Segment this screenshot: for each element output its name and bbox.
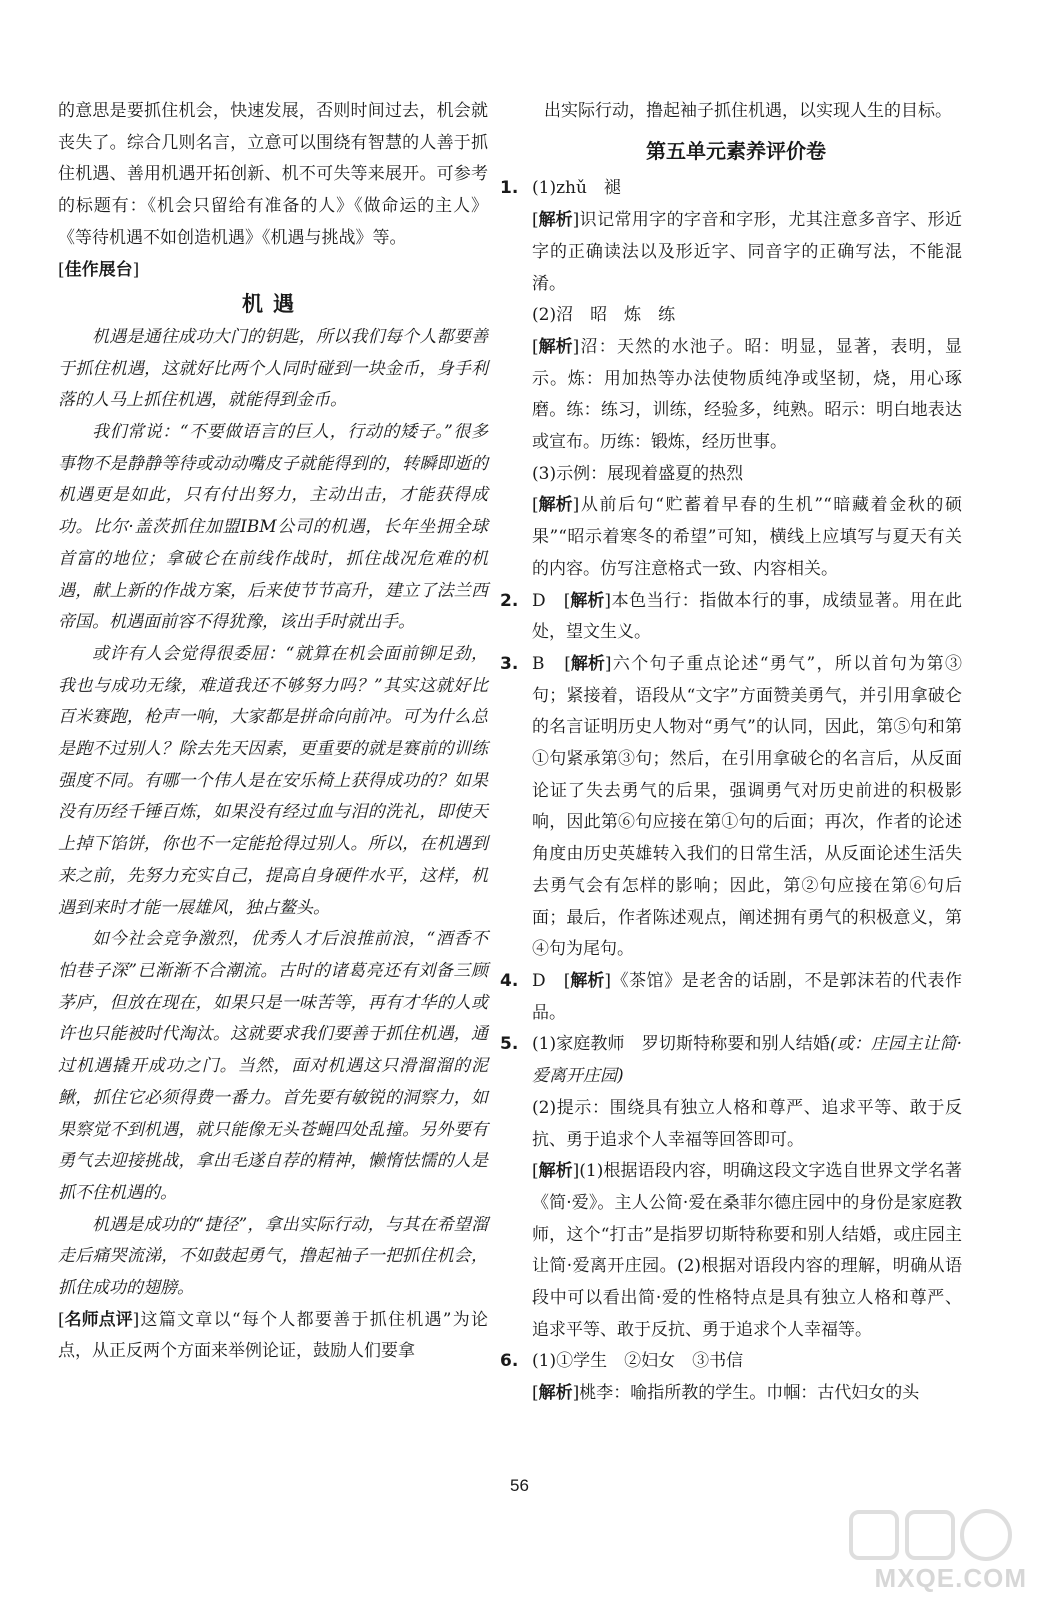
showcase-heading bbox=[58, 255, 488, 287]
question-1 bbox=[500, 173, 962, 585]
section-title: 第五单元素养评价卷 bbox=[646, 138, 826, 163]
analysis-text: 识记常用字的字音和字形，尤其注意多音字、形近字的正确读法以及形近字、同音字的正确写法，不能混淆。 bbox=[532, 210, 962, 294]
analysis-label: [ 解析 ] bbox=[564, 586, 611, 618]
analysis bbox=[532, 1378, 962, 1410]
analysis-text: 桃李：喻指所教的学生。巾帼：古代妇女的头 bbox=[579, 1383, 920, 1404]
showcase-label: [ 佳作展台 ] bbox=[58, 255, 139, 287]
right-column bbox=[500, 96, 963, 1410]
analysis bbox=[532, 490, 962, 585]
answer: D bbox=[532, 590, 546, 611]
analysis-label: [ 解析 ] bbox=[532, 1378, 579, 1410]
page-number: 56 bbox=[510, 1476, 529, 1495]
analysis-label: [ 解析 ] bbox=[564, 966, 611, 998]
question-number: 2. bbox=[500, 590, 519, 611]
answer-analysis bbox=[532, 649, 962, 966]
analysis-text: 沼：天然的水池子。昭：明显，显著，表明，显示。炼：用加热等办法使物质纯净或坚韧，烧，用心琢磨。练：练习，训练，经验多，纯熟。昭示：明白地表达或宣布。历练：锻炼，经历世事。 bbox=[532, 336, 962, 453]
answer: (3)示例：展现着盛夏的热烈 bbox=[532, 463, 744, 484]
left-column bbox=[58, 96, 488, 1368]
answer: (1)zhǔ 褪 bbox=[532, 178, 621, 199]
essay-paragraph: 我们常说：“不要做语言的巨人，行动的矮子。”很多事物不是静静等待或动动嘴皮子就能得到的，转瞬即逝的机遇更是如此，只有付出努力，主动出击，才能获得成功。比尔·盖茨抓住加盟IBM公司的机遇，长年坐拥全球首富的地位；拿破仑在前线作战时，抓住战况危难的机遇，献上新的作战方案，后来使节节高升，建立了法兰西帝国。机遇面前容不得犹豫，该出手时就出手。 bbox=[58, 422, 488, 633]
essay-paragraph: 机遇是通往成功大门的钥匙，所以我们每个人都要善于抓住机遇，这就好比两个人同时碰到一块金币，身手利落的人马上抓住机遇，就能得到金币。 bbox=[58, 326, 488, 411]
answer: (2)沼 昭 炼 练 bbox=[532, 305, 676, 326]
analysis-label: [ 解析 ] bbox=[532, 490, 579, 522]
answer-text: (1)家庭教师 罗切斯特称要和别人结婚 bbox=[532, 1034, 831, 1055]
question-2 bbox=[500, 586, 963, 649]
analysis-label: [ 解析 ] bbox=[532, 332, 579, 364]
question-number: 5. bbox=[500, 1034, 519, 1055]
analysis-text: 六个句子重点论述“勇气”，所以首句为第③句；紧接着，语段从“文字”方面赞美勇气，并引用拿破仑的名言证明历史人物对“勇气”的认同，因此，第⑤句和第①句紧承第③句；然后，在引用拿破仑的名言后，从反面论证了失去勇气的后果，强调勇气对历史前进的积极影响，因此第⑥句应接在第①句的后面；再次，作者的论述角度由历史英雄转入我们的日常生活，从反面论述生活失去勇气会有怎样的影响；因此，第②句应接在第⑥句后面；最后，作者陈述观点，阐述拥有勇气的积极意义，第④句为尾句。 bbox=[532, 653, 962, 960]
analysis bbox=[532, 332, 962, 459]
question-number: 3. bbox=[500, 653, 519, 674]
answer-analysis bbox=[532, 586, 962, 649]
essay-title: 机遇 bbox=[242, 291, 304, 317]
answer-analysis bbox=[532, 966, 962, 1029]
analysis-text: (1)根据语段内容，明确这段文字选自世界文学名著《简·爱》。主人公简·爱在桑菲尔德庄园中的身份是家庭教师，这个“打击”是指罗切斯特称要和别人结婚，或庄园主让简·爱离开庄园。(2)根据对语段内容的理解，明确从语段中可以看出简·爱的性格特点是具有独立人格和尊严、追求平等、敢于反抗、勇于追求个人幸福等。 bbox=[532, 1161, 962, 1340]
question-3 bbox=[500, 649, 962, 966]
essay-paragraph: 机遇是成功的“捷径”，拿出实际行动，与其在希望溜走后痛哭流涕，不如鼓起勇气，撸起袖子一把抓住机会，抓住成功的翅膀。 bbox=[58, 1214, 488, 1299]
intro-paragraph: 的意思是要抓住机会，快速发展，否则时间过去，机会就丧失了。综合几则名言，立意可以围绕有智慧的人善于抓住机遇、善用机遇开拓创新、机不可失等来展开。可参考的标题有：《机会只留给有准备的人》《做命运的主人》《等待机遇不如创造机遇》《机遇与挑战》等。 bbox=[58, 101, 488, 248]
watermark-text: MXQE.COM bbox=[874, 1563, 1027, 1593]
essay-paragraph: 或许有人会觉得很委屈：“就算在机会面前铆足劲，我也与成功无缘，难道我还不够努力吗？”其实这就好比百米赛跑，枪声一响，大家都是拼命向前冲。可为什么总是跑不过别人？除去先天因素，更重要的就是赛前的训练强度不同。有哪一个伟人是在安乐椅上获得成功的？如果没有历经千锤百炼，如果没有经过血与泪的洗礼，即使天上掉下馅饼，你也不一定能抢得过别人。所以，在机遇到来之前，先努力充实自己，提高自身硬件水平，这样，机遇到来时才能一展雄风，独占鳌头。 bbox=[58, 643, 488, 918]
question-6 bbox=[500, 1346, 962, 1409]
comment-label: [ 名师点评 ] bbox=[58, 1305, 139, 1337]
answer: B bbox=[532, 653, 545, 674]
question-number: 1. bbox=[500, 178, 519, 199]
analysis-label: [ 解析 ] bbox=[532, 205, 579, 237]
answer: (2)提示：围绕具有独立人格和尊严、追求平等、敢于反抗、勇于追求个人幸福等回答即可。 bbox=[532, 1097, 962, 1150]
answer: (1)①学生 ②妇女 ③书信 bbox=[532, 1351, 744, 1372]
watermark-logo bbox=[841, 1504, 1031, 1594]
question-number: 6. bbox=[500, 1351, 519, 1372]
answer-alt: (或：庄园主让简·爱离开庄园) bbox=[532, 1034, 962, 1087]
teacher-comment bbox=[58, 1305, 488, 1368]
analysis-text: 从前后句“贮蓄着早春的生机”“暗藏着金秋的硕果”“昭示着寒冬的希望”可知，横线上应填写与夏天有关的内容。仿写注意格式一致、内容相关。 bbox=[532, 495, 962, 579]
watermark-icon bbox=[841, 1504, 1031, 1564]
analysis bbox=[532, 205, 962, 300]
analysis-text: 《茶馆》是老舍的话剧，不是郭沫若的代表作品。 bbox=[532, 970, 963, 1023]
analysis-text: 本色当行：指做本行的事，成绩显著。用在此处，望文生义。 bbox=[532, 590, 963, 643]
analysis-label: [ 解析 ] bbox=[564, 649, 611, 681]
question-number: 4. bbox=[500, 970, 519, 991]
comment-continuation: 出实际行动，撸起袖子抓住机遇，以实现人生的目标。 bbox=[544, 101, 952, 121]
analysis-label: [ 解析 ] bbox=[532, 1156, 579, 1188]
answer bbox=[532, 1029, 962, 1092]
comment-text: 这篇文章以“每个人都要善于抓住机遇”为论点，从正反两个方面来举例论证，鼓励人们要拿 bbox=[58, 1309, 488, 1362]
analysis bbox=[532, 1156, 962, 1346]
essay-paragraph: 如今社会竞争激烈，优秀人才后浪推前浪，“酒香不怕巷子深”已渐渐不合潮流。古时的诸葛亮还有刘备三顾茅庐，但放在现在，如果只是一味苦等，再有才华的人或许也只能被时代淘汰。这就要求我们要善于抓住机遇，通过机遇撬开成功之门。当然，面对机遇这只滑溜溜的泥鳅，抓住它必须得费一番力。首先要有敏锐的洞察力，如果察觉不到机遇，就只能像无头苍蝇四处乱撞。另外要有勇气去迎接挑战，拿出毛遂自荐的精神，懒惰怯懦的人是抓不住机遇的。 bbox=[58, 929, 488, 1203]
question-5 bbox=[500, 1029, 962, 1346]
answer: D bbox=[532, 970, 546, 991]
question-4 bbox=[500, 966, 963, 1029]
